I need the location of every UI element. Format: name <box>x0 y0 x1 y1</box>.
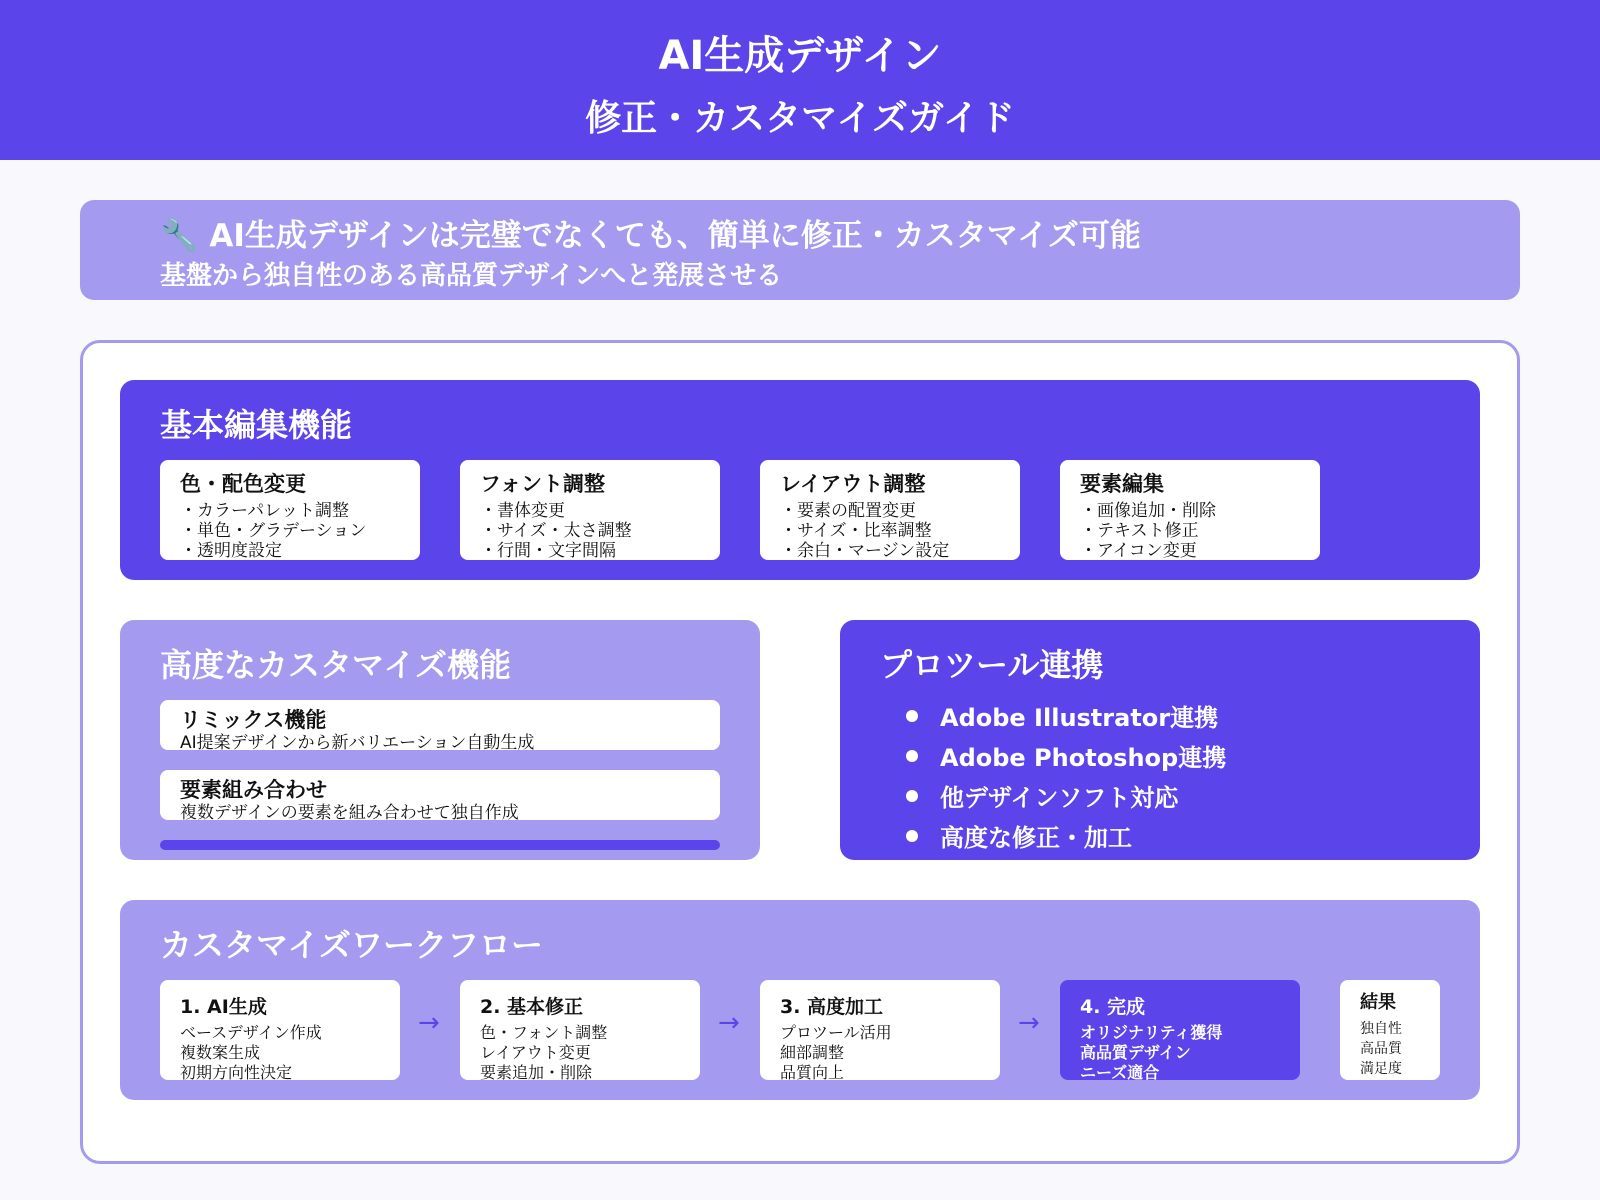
bullet-dot-icon <box>906 710 918 722</box>
step-item: ニーズ適合 <box>1080 1063 1160 1082</box>
result-item: 独自性 <box>1360 1021 1402 1037</box>
card-item: ・画像追加・削除 <box>1080 501 1216 521</box>
content-frame <box>80 340 1520 1164</box>
workflow-title: カスタマイズワークフロー <box>160 926 544 964</box>
step-item: 初期方向性決定 <box>180 1063 293 1082</box>
pro-tools-title: プロツール連携 <box>880 646 1104 684</box>
basic-editing-panel <box>120 380 1480 580</box>
step-item: オリジナリティ獲得 <box>1080 1023 1223 1042</box>
bullet-dot-icon <box>906 750 918 762</box>
workflow-step-3 <box>760 980 1000 1080</box>
arrow-icon: → <box>1018 1008 1040 1038</box>
card-item: ・単色・グラデーション <box>180 521 367 541</box>
result-item: 高品質 <box>1360 1041 1402 1057</box>
workflow-panel <box>120 900 1480 1100</box>
card-color <box>160 460 420 560</box>
step-item: プロツール活用 <box>780 1023 892 1042</box>
workflow-step-4 <box>1060 980 1300 1080</box>
remix-desc: AI提案デザインから新バリエーション自動生成 <box>180 733 535 753</box>
card-layout <box>760 460 1020 560</box>
step-title: 3. 高度加工 <box>780 996 884 1018</box>
card-title: 要素編集 <box>1080 472 1164 496</box>
card-item: ・透明度設定 <box>180 541 282 561</box>
card-element <box>1060 460 1320 560</box>
step-title: 4. 完成 <box>1080 996 1146 1018</box>
workflow-step-2 <box>460 980 700 1080</box>
workflow-step-1 <box>160 980 400 1080</box>
accent-bar <box>160 840 720 850</box>
card-item: ・カラーパレット調整 <box>180 501 349 521</box>
card-title: レイアウト調整 <box>780 472 926 496</box>
arrow-icon: → <box>418 1008 440 1038</box>
card-font <box>460 460 720 560</box>
advanced-title: 高度なカスタマイズ機能 <box>160 646 512 684</box>
step-item: 細部調整 <box>780 1043 845 1062</box>
combine-desc: 複数デザインの要素を組み合わせて独自作成 <box>180 803 519 823</box>
card-item: ・アイコン変更 <box>1080 541 1197 561</box>
step-item: 色・フォント調整 <box>480 1023 608 1042</box>
card-title: フォント調整 <box>480 472 605 496</box>
remix-title: リミックス機能 <box>180 708 327 732</box>
header <box>0 0 1600 160</box>
step-item: 要素追加・削除 <box>480 1063 593 1082</box>
result-item: 満足度 <box>1360 1061 1402 1077</box>
intro-banner <box>80 200 1520 300</box>
page-title: AI生成デザイン <box>658 33 942 79</box>
card-item: ・余白・マージン設定 <box>780 541 950 561</box>
remix-card <box>160 700 720 753</box>
step-item: ベースデザイン作成 <box>180 1023 322 1042</box>
step-title: 2. 基本修正 <box>480 996 584 1018</box>
step-item: 複数案生成 <box>180 1043 261 1062</box>
card-title: 色・配色変更 <box>180 472 306 496</box>
card-item: ・テキスト修正 <box>1080 521 1199 541</box>
result-box <box>1340 980 1440 1080</box>
banner-line-2: 基盤から独自性のある高品質デザインへと発展させる <box>160 261 783 291</box>
pro-tools-panel: プロツール連携 Adobe Illustrator連携 Adobe Photoshop連携 他デザインソフト対応 高度な修正・加工 <box>840 620 1480 860</box>
card-item: ・サイズ・比率調整 <box>780 521 932 541</box>
step-item: 品質向上 <box>780 1063 845 1082</box>
card-item: ・行間・文字間隔 <box>480 541 616 561</box>
advanced-panel <box>120 620 760 860</box>
arrow-icon: → <box>718 1008 740 1038</box>
card-item: ・サイズ・太さ調整 <box>480 521 632 541</box>
step-item: 高品質デザイン <box>1080 1043 1191 1062</box>
bullet-dot-icon <box>906 830 918 842</box>
step-title: 1. AI生成 <box>180 996 267 1018</box>
bullet-dot-icon <box>906 790 918 802</box>
banner-line-1: 🔧 AI生成デザインは完璧でなくても、簡単に修正・カスタマイズ可能 <box>160 218 1141 254</box>
combine-card <box>160 770 720 823</box>
combine-title: 要素組み合わせ <box>180 778 327 802</box>
page-subtitle: 修正・カスタマイズガイド <box>585 98 1015 139</box>
basic-editing-title: 基本編集機能 <box>160 406 353 444</box>
result-title: 結果 <box>1360 992 1396 1013</box>
card-item: ・要素の配置変更 <box>780 501 916 521</box>
step-item: レイアウト変更 <box>480 1043 591 1062</box>
card-item: ・書体変更 <box>480 501 565 521</box>
